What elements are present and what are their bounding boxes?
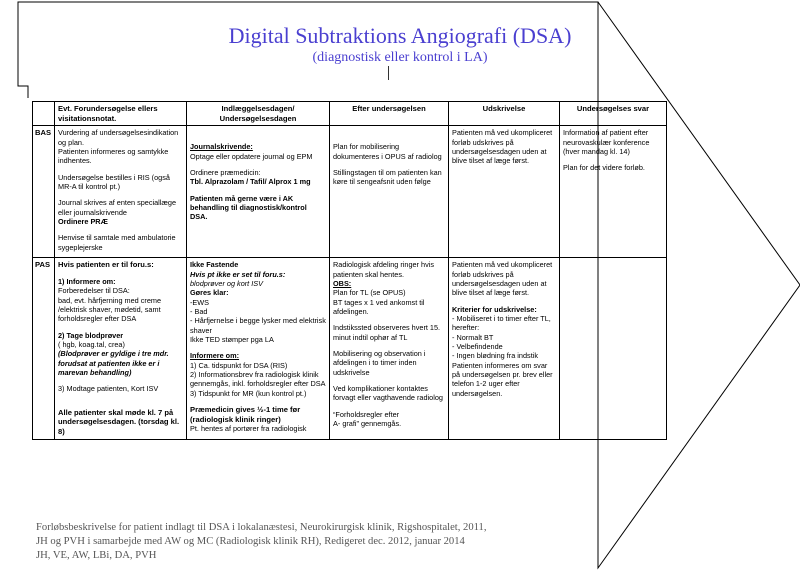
header-empty xyxy=(33,102,55,126)
header-efter-undersoegelsen: Efter undersøgelsen xyxy=(330,102,449,126)
footer-note xyxy=(36,521,487,563)
text-cursor xyxy=(388,66,389,80)
process-table xyxy=(32,101,667,440)
header-indlaeggelsesdagen: Indlæggelsesdagen/ Undersøgelsesdagen xyxy=(187,102,330,126)
header-forundersoegelse: Evt. Forundersøgelse ellers visitationsnotat. xyxy=(55,102,187,126)
header-udskrivelse: Udskrivelse xyxy=(449,102,560,126)
pas-udskrivelse-cell: Patienten må ved ukompliceret forløb udskrives på undersøgelsesdagen uden at blive tilset af læge først. Kriterier for udskrivelse: - Mobiliseret i to timer efter TL, herefter: - Normalt BT - Velbefindende - Ingen blødning fra indstik Patienten informeres om svar på undersøgelsen pr. brev eller telefon 1-2 uger efter undersøgelsen. xyxy=(449,258,560,439)
bas-indlaeggelse-cell: Journalskrivende: Optage eller opdatere journal og EPM Ordinere præmedicin: Tbl. Alprazolam / Tafil/ Alprox 1 mg Patienten må gerne være i AK behandling til diagnostisk/kontrol DSA. xyxy=(187,126,330,258)
footer-line-1: Forløbsbeskrivelse for patient indlagt til DSA i lokalanæstesi, Neurokirurgisk klinik, Rigshospitalet, 2011, xyxy=(36,522,487,533)
pas-svar-cell xyxy=(560,258,667,439)
row-label-pas: PAS xyxy=(33,258,55,439)
pas-indlaeggelse-cell: Ikke Fastende Hvis pt ikke er set til foru.s: blodprøver og kort ISV Gøres klar: -EWS - Bad - Hårfjernelse i begge lysker med elektrisk shaver Ikke TED stømper pga LA Informere om: 1) Ca. tidspunkt for DSA (RIS) 2) Informationsbrev fra radiologisk klinik gennemgås, inkl. forholdsregler efter DSA 3) Tidspunkt for MR (kun kontrol pt.) Præmedicin gives ½-1 time før (radiologisk klinik ringer) Pt. hentes af portører fra radiologisk xyxy=(187,258,330,439)
bas-efter-cell: Plan for mobilisering dokumenteres i OPUS af radiolog Stillingstagen til om patienten kan køre til sengeafsnit uden følge xyxy=(330,126,449,258)
header-undersoegelses-svar: Undersøgelses svar xyxy=(560,102,667,126)
table-row-pas xyxy=(33,258,667,439)
page-subtitle: (diagnostisk eller kontrol i LA) xyxy=(312,50,488,65)
pas-efter-cell: Radiologisk afdeling ringer hvis patienten skal hentes. OBS: Plan for TL (se OPUS) BT tages x 1 ved ankomst til afdelingen. Indstikssted observeres hvert 15. minut indtil ophør af TL Mobilisering og observation i afdelingen i to timer inden udskrivelse Ved komplikationer kontaktes forvagt eller vagthavende radiolog “Forholdsregler efter A- grafi” gennemgås. xyxy=(330,258,449,439)
row-label-bas: BAS xyxy=(33,126,55,258)
pas-forundersoegelse-cell: Hvis patienten er til foru.s: 1) Informere om: Forberedelser til DSA: bad, evt. hårfjerning med creme /elektrisk shaver, mødetid, samt forholdsregler efter DSA 2) Tage blodprøver ( hgb, koag.tal, crea) (Blodprøver er gyldige i tre mdr. forudsat at patienten ikke er i marevan behandling) 3) Modtage patienten, Kort ISV Alle patienter skal møde kl. 7 på undersøgelsesdagen. (torsdag kl. 8) xyxy=(55,258,187,439)
footer-line-3: JH, VE, AW, LBi, DA, PVH xyxy=(36,550,157,562)
bas-svar-cell: Information af patient efter neurovaskulær konference (hver mandag kl. 14) Plan for det videre forløb. xyxy=(560,126,667,258)
bas-udskrivelse-cell: Patienten må ved ukompliceret forløb udskrives på undersøgelsesdagen uden at blive tilset af læge først. xyxy=(449,126,560,258)
bas-forundersoegelse-cell: Vurdering af undersøgelsesindikation og plan. Patienten informeres og samtykke indhentes. Undersøgelse bestilles i RIS (også MR-A til kontrol pt.) Journal skrives af enten speciallæge eller journalskrivende Ordinere PRÆ Henvise til samtale med ambulatorie sygeplejerske xyxy=(55,126,187,258)
table-row-bas xyxy=(33,126,667,258)
page-title: Digital Subtraktions Angiografi (DSA) xyxy=(228,23,572,48)
table-header-row xyxy=(33,102,667,126)
footer-line-2: JH og PVH i samarbejde med AW og MC (Radiologisk klinik RH), Redigeret dec. 2012, januar 2014 xyxy=(36,536,465,548)
